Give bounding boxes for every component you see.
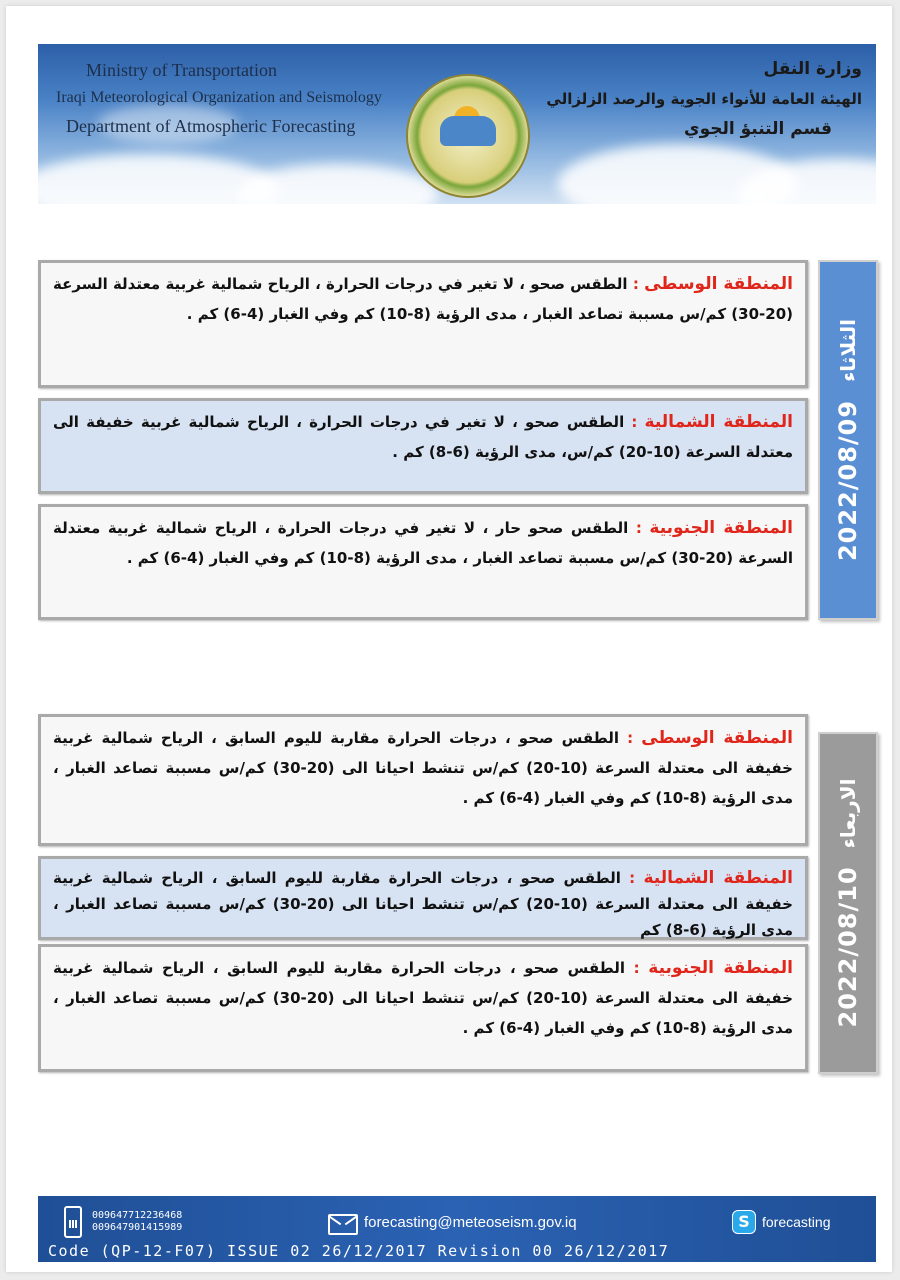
- day-date: 2022/08/10: [834, 866, 862, 1028]
- region-card-north-day1: المنطقة الشمالية : الطقس صحو ، لا تغير في درجات الحرارة ، الرياح شمالية غربية خفيفة الى معتدلة السرعة (10-20) كم/س، مدى الرؤية (6-8) كم .: [38, 398, 808, 494]
- region-forecast-text: الطقس صحو حار ، لا تغير في درجات الحرارة ، الرياح شمالية غربية معتدلة السرعة (20-30) كم/س مسببة تصاعد الغبار ، مدى الرؤية (8-10) كم وفي الغبار (4-6) كم .: [53, 519, 793, 567]
- ministry-name-ar: وزارة النقل: [763, 59, 862, 79]
- day-forecast-2: [38, 714, 878, 1074]
- region-label: المنطقة الشمالية: [643, 868, 793, 888]
- region-forecast-text: الطقس صحو ، لا تغير في درجات الحرارة ، الرياح شمالية غربية معتدلة السرعة (20-30) كم/س مسببة تصاعد الغبار ، مدى الرؤية (8-10) كم وفي الغبار (4-6) كم .: [53, 275, 793, 323]
- skype-icon: S: [732, 1210, 756, 1234]
- mail-icon: [328, 1214, 358, 1235]
- region-label: المنطقة الجنوبية: [648, 958, 793, 978]
- contact-footer: [38, 1196, 876, 1262]
- header-banner: [38, 44, 876, 204]
- organization-logo: [406, 74, 530, 198]
- ministry-name-en: Ministry of Transportation: [86, 60, 278, 80]
- skype-handle[interactable]: forecasting: [762, 1214, 831, 1230]
- region-card-central-day1: المنطقة الوسطى : الطقس صحو ، لا تغير في درجات الحرارة ، الرياح شمالية غربية معتدلة السرعة (20-30) كم/س مسببة تصاعد الغبار ، مدى الرؤية (8-10) كم وفي الغبار (4-6) كم .: [38, 260, 808, 388]
- organization-name-ar: الهيئة العامة للأنواء الجوية والرصد الزلزالي: [546, 90, 862, 108]
- region-forecast-text: الطقس صحو ، درجات الحرارة مقاربة لليوم السابق ، الرياح شمالية غربية خفيفة الى معتدلة السرعة (10-20) كم/س تنشط احيانا الى (20-30) كم/س مسببة تصاعد الغبار ، مدى الرؤية (8-10) كم وفي الغبار (4-6) كم .: [53, 729, 793, 807]
- day-name: الثلاثاء: [836, 318, 860, 382]
- region-label: المنطقة الجنوبية: [649, 518, 793, 538]
- region-label: المنطقة الشمالية: [644, 412, 793, 432]
- day-tab-1: [818, 260, 878, 620]
- region-label: المنطقة الوسطى: [641, 728, 793, 748]
- document-code: Code (QP-12-F07) ISSUE 02 26/12/2017 Revision 00 26/12/2017: [48, 1242, 670, 1260]
- region-forecast-text: الطقس صحو ، درجات الحرارة مقاربة لليوم السابق ، الرياح شمالية غربية خفيفة الى معتدلة السرعة (10-20) كم/س تنشط احيانا الى (20-30) كم/س مسببة تصاعد الغبار ، مدى الرؤية (6-8) كم: [53, 869, 793, 939]
- department-name-en: Department of Atmospheric Forecasting: [66, 116, 356, 136]
- department-name-ar: قسم التنبؤ الجوي: [684, 119, 832, 139]
- day-name: الاربعاء: [836, 778, 860, 849]
- phone-icon: [64, 1206, 82, 1238]
- forecast-sheet: [6, 6, 892, 1272]
- region-card-south-day2: المنطقة الجنوبية : الطقس صحو ، درجات الحرارة مقاربة لليوم السابق ، الرياح شمالية غربية خفيفة الى معتدلة السرعة (10-20) كم/س تنشط احيانا الى (20-30) كم/س مسببة تصاعد الغبار ، مدى الرؤية (8-10) كم وفي الغبار (4-6) كم .: [38, 944, 808, 1072]
- day-forecast-1: [38, 260, 878, 622]
- organization-name-en: Iraqi Meteorological Organization and Seismology: [56, 89, 382, 106]
- phone-numbers: [92, 1210, 182, 1234]
- region-card-south-day1: المنطقة الجنوبية : الطقس صحو حار ، لا تغير في درجات الحرارة ، الرياح شمالية غربية معتدلة السرعة (20-30) كم/س مسببة تصاعد الغبار ، مدى الرؤية (8-10) كم وفي الغبار (4-6) كم .: [38, 504, 808, 620]
- email-link[interactable]: forecasting@meteoseism.gov.iq: [364, 1214, 577, 1231]
- region-card-north-day2: المنطقة الشمالية : الطقس صحو ، درجات الحرارة مقاربة لليوم السابق ، الرياح شمالية غربية خفيفة الى معتدلة السرعة (10-20) كم/س تنشط احيانا الى (20-30) كم/س مسببة تصاعد الغبار ، مدى الرؤية (6-8) كم: [38, 856, 808, 940]
- region-forecast-text: الطقس صحو ، درجات الحرارة مقاربة لليوم السابق ، الرياح شمالية غربية خفيفة الى معتدلة السرعة (10-20) كم/س تنشط احيانا الى (20-30) كم/س مسببة تصاعد الغبار ، مدى الرؤية (8-10) كم وفي الغبار (4-6) كم .: [53, 959, 793, 1037]
- day-tab-2: [818, 732, 878, 1074]
- header-english-text: [56, 56, 382, 140]
- phone-number-2[interactable]: 009647901415989: [92, 1222, 183, 1233]
- phone-number-1[interactable]: 009647712236468: [92, 1210, 183, 1221]
- region-forecast-text: الطقس صحو ، لا تغير في درجات الحرارة ، الرياح شمالية غربية خفيفة الى معتدلة السرعة (10-20) كم/س، مدى الرؤية (6-8) كم .: [53, 413, 793, 461]
- cloud-icon: [440, 116, 496, 146]
- region-label: المنطقة الوسطى: [644, 274, 793, 294]
- day-date: 2022/08/09: [834, 399, 862, 562]
- header-arabic-text: [546, 54, 862, 144]
- region-card-central-day2: المنطقة الوسطى : الطقس صحو ، درجات الحرارة مقاربة لليوم السابق ، الرياح شمالية غربية خفيفة الى معتدلة السرعة (10-20) كم/س تنشط احيانا الى (20-30) كم/س مسببة تصاعد الغبار ، مدى الرؤية (8-10) كم وفي الغبار (4-6) كم .: [38, 714, 808, 846]
